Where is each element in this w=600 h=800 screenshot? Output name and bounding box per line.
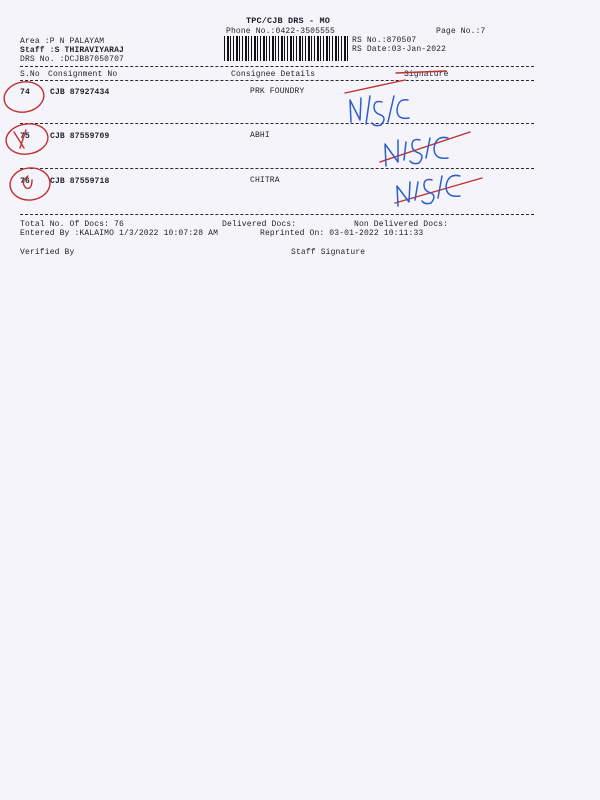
- document-title: TPC/CJB DRS - MO: [246, 16, 331, 26]
- circle-mark-74: [2, 79, 47, 115]
- delivered-docs: Delivered Docs:: [222, 220, 297, 229]
- area-label: Area :P N PALAYAM: [20, 37, 105, 46]
- scribble-76: [23, 176, 32, 188]
- total-docs: Total No. Of Docs: 76: [20, 220, 124, 229]
- entered-by: Entered By :KALAIMO 1/3/2022 10:07:28 AM: [20, 229, 219, 238]
- reprinted-on: Reprinted On: 03-01-2022 10:11:33: [260, 229, 424, 238]
- row-76-sno: 76: [20, 177, 30, 186]
- phone-number: Phone No.:0422-3505555: [226, 27, 335, 36]
- row-74-consignee: PRK FOUNDRY: [250, 87, 305, 96]
- circle-mark-76: [8, 166, 51, 202]
- slash-74: [345, 80, 405, 93]
- drs-number: DRS No. :DCJB87050707: [20, 55, 124, 64]
- page-number: Page No.:7: [436, 27, 486, 36]
- row-75-sno: 75: [20, 132, 30, 141]
- column-header-consignee: Consignee Details: [231, 70, 316, 79]
- staff-signature: Staff Signature: [291, 248, 366, 257]
- staff-label: Staff :S THIRAVIYARAJ: [20, 46, 124, 55]
- row-75-consignee: ABHI: [250, 131, 270, 140]
- circle-mark-75: [4, 121, 50, 157]
- column-header-signature: Signature: [404, 70, 449, 79]
- rs-number: RS No.:870507: [352, 36, 417, 45]
- slash-76: [395, 178, 482, 203]
- row-76-consignee: CHITRA: [250, 176, 280, 185]
- scribble-75: [14, 130, 26, 148]
- underline-mark: [396, 71, 446, 73]
- rs-date: RS Date:03-Jan-2022: [352, 45, 447, 54]
- row-76-consignment: CJB 87559718: [50, 177, 110, 186]
- sig-74-n: [350, 98, 361, 122]
- slash-75: [380, 132, 470, 162]
- row-74-consignment: CJB 87927434: [50, 88, 110, 97]
- row-74-sno: 74: [20, 88, 30, 97]
- column-header-sno: S.No: [20, 70, 40, 79]
- sig-75-n: [385, 140, 398, 166]
- row-75-consignment: CJB 87559709: [50, 132, 110, 141]
- non-delivered-docs: Non Delivered Docs:: [354, 220, 449, 229]
- sig-74-c: [397, 100, 409, 119]
- sig-74-s: [372, 102, 384, 126]
- column-header-consignment: Consignment No: [48, 70, 118, 79]
- verified-by: Verified By: [20, 248, 75, 257]
